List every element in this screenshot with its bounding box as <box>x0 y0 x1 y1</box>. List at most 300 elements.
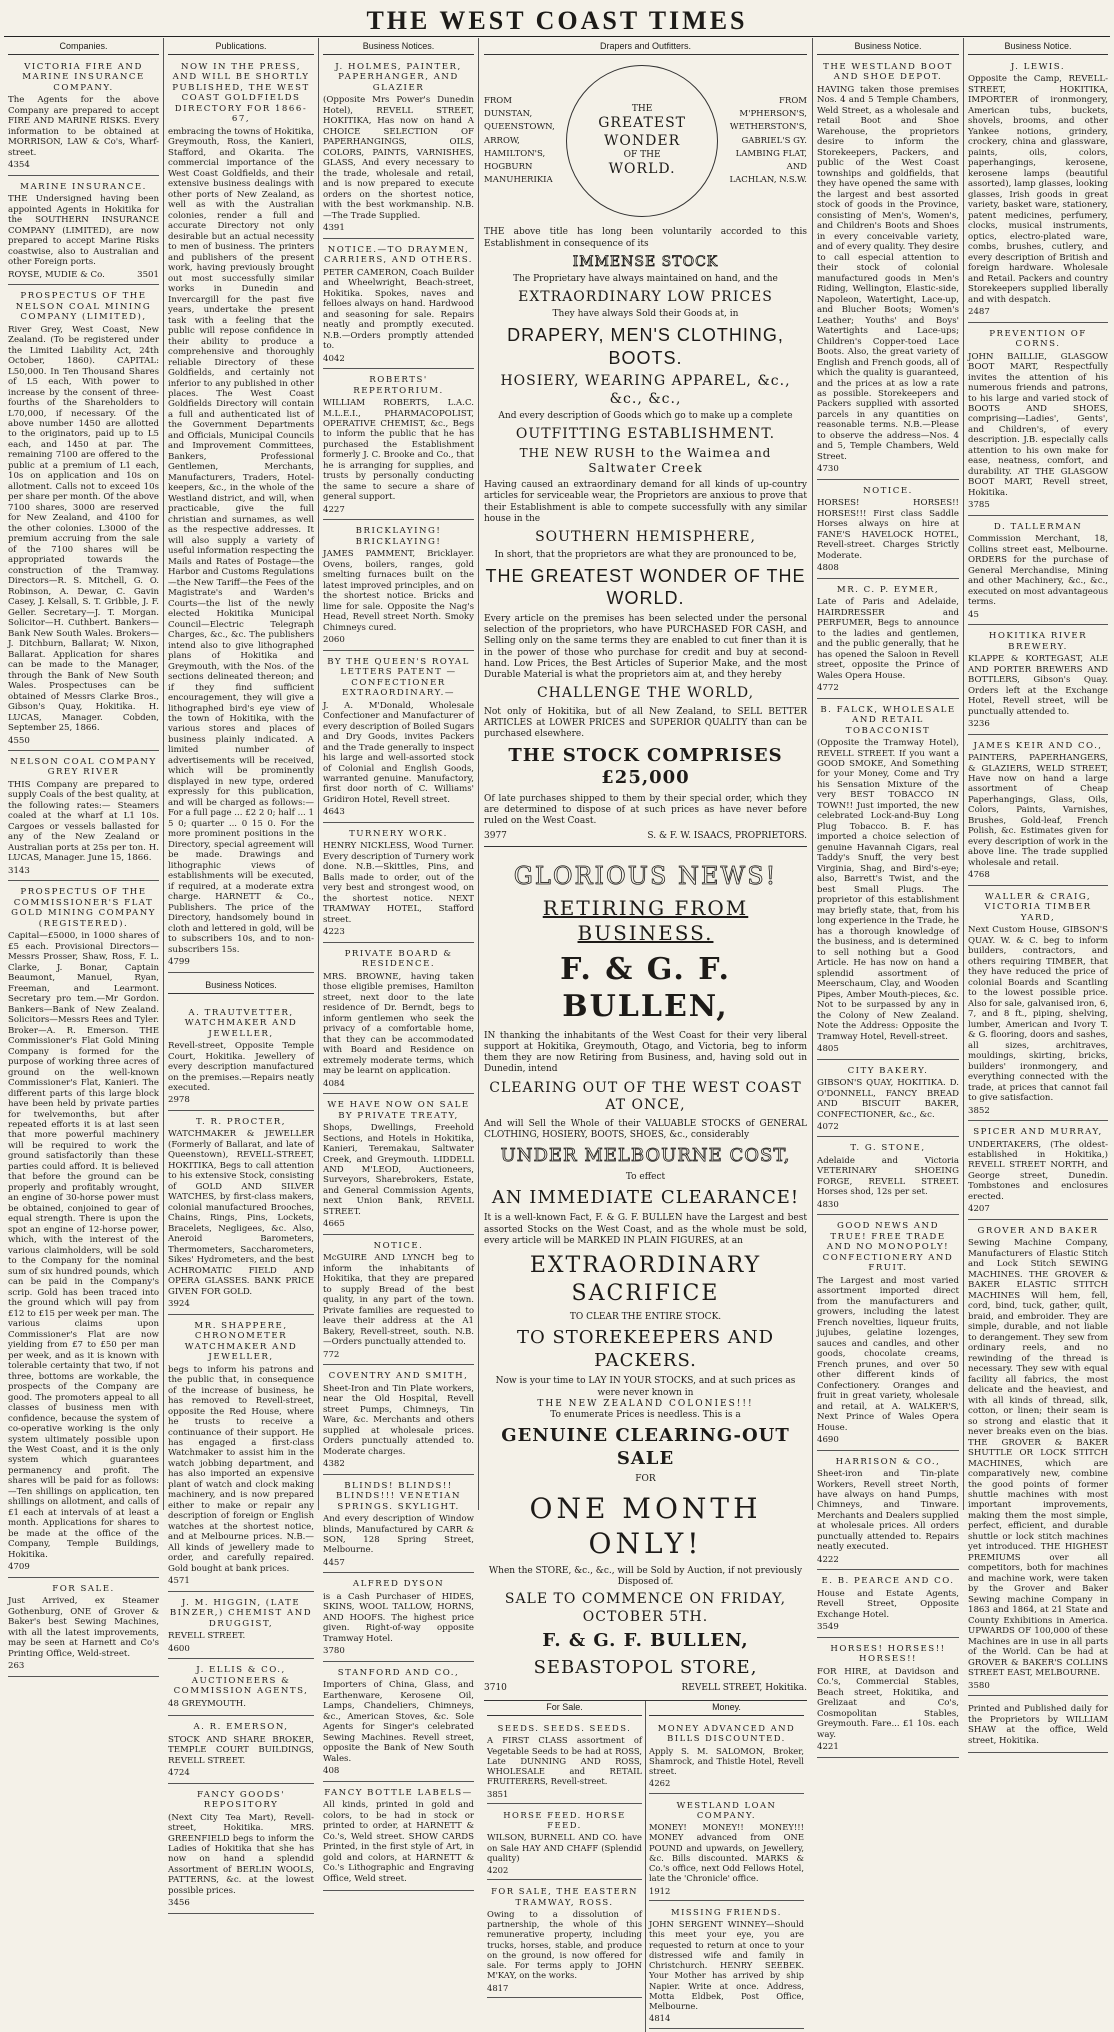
ad-footer <box>817 1200 959 1210</box>
ad-footer <box>968 1204 1108 1214</box>
advertisement <box>817 59 959 480</box>
ad-number: 3924 <box>168 1299 190 1310</box>
advertisement <box>8 884 159 1577</box>
advertisement <box>168 976 314 1002</box>
advertisement <box>8 754 159 881</box>
ad-number: 4690 <box>817 1435 839 1446</box>
ad-title: D. TALLERMAN <box>993 521 1083 532</box>
text-line: It is a well-known Fact, F. & G. F. BULLEN have the Largest and best assorted Stocks on the West Coast, and as the whole must be sold, every article will be MARKED IN PLAIN FIGURES, at an <box>484 1213 807 1246</box>
advertisement <box>323 59 474 239</box>
place-name: LACHLAN, N.S.W. <box>729 175 807 186</box>
ads-container <box>817 59 959 1758</box>
ad-footer <box>817 1435 959 1445</box>
ad-number: 408 <box>323 1766 340 1777</box>
column-business-notice-b <box>964 40 1112 1746</box>
place-name: AND <box>786 162 807 172</box>
ad-number: 4227 <box>323 504 345 515</box>
ads-container <box>8 59 159 1677</box>
ad-footer <box>168 1898 314 1908</box>
ad-number: 3851 <box>487 1788 509 1799</box>
ad-number: 4665 <box>323 1219 345 1230</box>
ad-number: 3456 <box>168 1898 190 1909</box>
headline: EXTRAORDINARY LOW PRICES <box>518 288 773 305</box>
advertisement <box>649 1797 804 1901</box>
ad-footer <box>323 223 474 233</box>
ad-footer <box>168 1095 314 1105</box>
ad-footer <box>8 866 159 876</box>
place-name: LAMBING FLAT, <box>735 148 807 159</box>
advertisement <box>817 1140 959 1215</box>
advertisement <box>968 519 1108 625</box>
advertisement <box>323 372 474 520</box>
column-heading: Money. <box>649 1701 804 1716</box>
ad-title: BRICKLAYING! BRICKLAYING! <box>355 526 442 547</box>
place-name: DUNSTAN, <box>484 109 533 120</box>
ad-body: Sewing Machine Company, Manufacturers of Elastic Stitch and Lock Stitch SEWING MACHINES. THE GROVER & BAKER ELASTIC STITCH MACHINES Will hem, fell, cord, bind, tuck, gather, quilt, braid, and embroider. They are simple, durable, and not liable to derangement. They sew from ordinary reels, and no rewinding of the thread is necessary. They sew with equal facility all fabrics, the most delicate and the heaviest, and with all kinds of thread, silk, cotton, or linen; their seam is so strong and elastic that it never breaks even on the bias. THE GROVER & BAKER SHUTTLE OR LOCK STITCH MACHINES, which are comparatively new, combine the good points of former shuttle machines with most important improvements, making them the most simple, perfect, efficient, and durable shuttle or lock stitch machines yet introduced. THE HIGHEST PREMIUMS over all competitors, both for machines and machine work, were taken by the Grover and Baker Sewing machine Company in 1863 and 1864, at 21 State and County Exhibitions in America. UPWARDS OF 100,000 of these Machines are in use in all parts of the World. Can be had at GROVER & BAKER'S COLLINS STREET EAST, MELBOURNE. <box>968 1238 1108 1679</box>
ad-footer <box>817 683 959 693</box>
ad-body: JAMES PAMMENT, Bricklayer. Ovens, boilers, ranges, gold smelting furnaces built on the latest improved principles, and on the shortest notice. Bricks and lime for sale. Opposite the Nag's Head, Revell street North. Smoky Chimneys cured. <box>323 549 474 633</box>
advertisement <box>817 702 959 1060</box>
ad-body: Sheet-iron and Tin-plate Workers, Revell street North, have always on hand Pumps, Chimneys, and Tinware. Merchants and Dealers supplied at wholesale prices. All orders punctually attended to. Repairs neatly executed. <box>817 1469 959 1553</box>
ad-number: 4457 <box>323 1557 345 1568</box>
advertisement <box>323 826 474 943</box>
ad-title: COVENTRY AND SMITH, <box>328 1371 469 1382</box>
place-name: FROM <box>484 96 512 107</box>
wonder-banner <box>484 59 807 223</box>
ad-number: 4042 <box>323 353 345 364</box>
advertisement <box>168 1318 314 1592</box>
ad-title: WALLER & CRAIG, VICTORIA TIMBER YARD, <box>984 891 1092 923</box>
ad-title: PROSPECTUS OF THE COMMISSIONER'S FLAT GOLD MINING COMPANY (REGISTERED). <box>11 887 156 929</box>
ad-number: 4805 <box>817 1044 839 1055</box>
ad-title: WE HAVE NOW ON SALE BY PRIVATE TREATY, <box>327 1100 470 1121</box>
ad-title: MR. SHAPPERE, CHRONOMETER WATCHMAKER AND JEWELLER, <box>184 1320 298 1363</box>
text-line: Not only of Hokitika, but of all New Zealand, to SELL BETTER ARTICLES at LOWER PRICES and SUPERIOR QUALITY than can be purchased elsewhere. <box>484 706 807 740</box>
ad-footer <box>323 1646 474 1656</box>
ad-body: Printed and Published daily for the Proprietors by WILLIAM SHAW at the office, Weld street, Hokitika. <box>968 1704 1108 1746</box>
advertisement <box>968 889 1108 1121</box>
ad-body: HENRY NICKLESS, Wood Turner. Every description of Turnery work done. N.B.—Skittles, Pins, and Balls made to order, out of the very best and strongest wood, on the shortest notice. NEXT TRAMWAY HOTEL, Stafford street. <box>323 841 474 925</box>
ad-body: Sheet-Iron and Tin Plate workers, near the Old Hospital, Revell street Pumps, Chimneys, Tin Ware, &c. Merchants and others supplied at wholesale prices. Orders punctually attended to. Moderate charges. <box>323 1383 474 1457</box>
ad-title: FOR SALE. <box>52 1583 115 1594</box>
column-heading: Drapers and Outfitters. <box>484 40 807 55</box>
ad-title: MONEY ADVANCED AND BILLS DISCOUNTED. <box>657 1723 796 1744</box>
ad-body: MRS. BROWNE, having taken those eligible premises, Hamilton street, next door to the late residence of Dr. Berndt, begs to inform gentlemen who seek the privacy of a comfortable home, that they can be accommodated with Board and Residence on extremely moderate terms, which may be learnt on application. <box>323 971 474 1077</box>
ad-number: 4550 <box>8 735 30 746</box>
ad-title: T. G. STONE, <box>850 1143 926 1154</box>
advertisement <box>323 242 474 369</box>
ad-number: 263 <box>8 1661 25 1672</box>
ad-title: Business Notices. <box>168 979 314 994</box>
headline: DRAPERY, MEN'S CLOTHING, BOOTS. <box>507 325 784 368</box>
place-name: HOGBURN <box>484 162 533 172</box>
ad-body: And every description of Window blinds, Manufactured by CARR & SON, 128 Spring Street, Melbourne. <box>323 1514 474 1556</box>
ad-number: 4084 <box>323 1078 345 1089</box>
headline: SEBASTOPOL STORE, <box>533 1656 758 1678</box>
text-line: IN thanking the inhabitants of the West Coast for their very liberal support at Hokitika, Greymouth, Otago, and Victoria, beg to inform them they are now Retiring from Business, and, having sold out in Dunedin, intend <box>484 1030 807 1075</box>
left-places <box>484 95 555 187</box>
headline: THE NEW RUSH to the Waimea and Saltwater Creek <box>519 446 772 475</box>
ad-body: Commission Merchant, 18, Collins street east, Melbourne. ORDERS for the purchase of General Merchandise, Mining and other Machinery, &c., &c., executed on most advantageous terms. <box>968 534 1108 608</box>
for-sale-column <box>484 1701 645 2031</box>
ad-body: PAINTERS, PAPERHANGERS, & GLAZIERS, WELD STREET, Have now on hand a large assortment of Cheap Paperhangings, Glass, Oils, Colors, Paints, Varnishes, Brushes, Gold-leaf, French Polish, &c. Estimates given for every description of work in the above line. The trade supplied wholesale and retail. <box>968 753 1108 868</box>
ad-body: House and Estate Agents, Revell Street, Opposite Exchange Hotel. <box>817 1588 959 1620</box>
ad-footer <box>323 354 474 364</box>
advertisement <box>968 59 1108 323</box>
text-line: To effect <box>625 1171 666 1182</box>
ad-title: SPICER AND MURRAY, <box>973 1127 1103 1138</box>
text-line: The Proprietary have always maintained on hand, and the <box>513 274 778 285</box>
ad-footer <box>649 1778 804 1788</box>
headline: AN IMMEDIATE CLEARANCE! <box>491 1186 800 1208</box>
ad-footer <box>323 927 474 937</box>
advertisement <box>323 1576 474 1661</box>
ad-number: 4768 <box>968 870 990 881</box>
ad-number: 3977 <box>484 831 507 842</box>
ad-footer <box>323 635 474 645</box>
ad-body: The Agents for the above Company are prepared to accept FIRE AND MARINE RISKS. Every information to be obtained at MORRISON, LAW & Co's, Wharf-street. <box>8 95 159 158</box>
ad-body: THIS Company are prepared to supply Coals of the best quality, at the following rates:— Steamers coaled at the wharf at L1 10s. Cargoes or vessels ballasted for any of the New Zealand or Australian ports at 25s per ton. H. LUCAS, Manager. June 15, 1866. <box>8 779 159 864</box>
ad-footer <box>484 1683 807 1694</box>
ad-body: Shops, Dwellings, Freehold Sections, and Hotels in Hokitika, Kanieri, Teremakau, Saltwater Creek, and Greymouth. LIDDELL AND M'LEOD, Auctioneers, Surveyors, Sharebrokers, Estate, and General Commission Agents, next Union Bank, REVELL STREET. <box>323 1123 474 1217</box>
ad-number: 4571 <box>168 1576 190 1587</box>
ad-title: WESTLAND LOAN COMPANY. <box>676 1799 777 1820</box>
headline: CHALLENGE THE WORLD, <box>536 685 755 702</box>
ad-footer <box>168 1768 314 1778</box>
ad-signature: S. & F. W. ISAACS, PROPRIETORS. <box>647 831 807 842</box>
headline: HOSIERY, WEARING APPAREL, &c., &c., &c., <box>500 373 791 407</box>
advertisement <box>817 1063 959 1138</box>
ad-title: HORSES! HORSES!! HORSES!! <box>830 1643 946 1665</box>
ad-body: Importers of China, Glass, and Earthenware, Kerosene Oil, Lamps, Chandeliers, Chimneys, &c., American Stoves, &c. Sole Agents for Singer's celebrated Sewing Machines. Revell street, opposite the Bank of New South Wales. <box>323 1680 474 1764</box>
column-heading: Business Notices. <box>323 40 474 55</box>
ad-body: (Next City Tea Mart), Revell-street, Hokitika. MRS. GREENFIELD begs to inform the Ladies of Hokitika that she has now on hand a splendid Assortment of BERLIN WOOLS, PATTERNS, &c. at the lowest possible prices. <box>168 1812 314 1896</box>
text-line: They have always Sold their Goods at, in <box>552 309 739 319</box>
ad-footer <box>817 1122 959 1132</box>
ad-body: Just Arrived, ex Steamer Gothenburg, ONE of Grover & Baker's best Sewing Machines, with all the latest improvements, may be seen at Harnett and Co's Printing Office, Weld-street. <box>8 1596 159 1659</box>
ad-footer <box>323 1079 474 1089</box>
ad-body: All kinds, printed in gold and colors, to be had in stock or printed to order, at HARNETT & Co.'s, Weld street. SHOW CARDS Printed, in the first style of Art, in gold and colors, at HARNETT & Co.'s Lithographic and Engraving Office, Weld street. <box>323 1800 474 1884</box>
ad-number: 4221 <box>817 1742 839 1753</box>
ad-title: J. HOLMES, PAINTER, PAPERHANGER, AND GLAZIER <box>335 61 462 93</box>
advertisement <box>168 59 314 973</box>
ad-body: Opposite the Camp, REVELL-STREET, HOKITIKA, IMPORTER of ironmongery, American tubs, buckets, shovels, brooms, and other Yankee notions, grindery, crockery, china and glassware, paints, oils, colors, paperhangings, kerosene, kerosene lamps (beautiful assorted), lamp glasses, looking glasses, Irish goods in great variety, basket ware, stationery, patent medicines, perfumery, clocks, musical instruments, optics, electro-plated ware, combs, brushes, cutlery, and every description of British and foreign hardware. Wholesale and Retail. Packers and country Storekeepers supplied liberally and with despatch. <box>968 74 1108 305</box>
intro-text: THE above title has long been voluntarily accorded to this Establishment in consequence of its <box>484 227 807 249</box>
ad-number: 4830 <box>817 1199 839 1210</box>
ad-body: Late of Paris and Adelaide, HAIRDRESSER and PERFUMER, Begs to announce to the ladies and gentlemen, and the public generally, that he has opened the Saloon in Revell street, opposite the Prince of Wales Opera House. <box>817 597 959 681</box>
ad-number: 2060 <box>323 635 345 646</box>
text-line: Having caused an extraordinary demand for all kinds of up-country articles for serviceable wear, the Proprietors are anxious to prove that their Establishment is able to compete successfully with any similar house in the <box>484 480 807 524</box>
ad-number: 4354 <box>8 160 30 171</box>
ad-footer <box>323 1219 474 1229</box>
headline: GLORIOUS NEWS! <box>513 861 778 890</box>
advertisement <box>168 1662 314 1716</box>
address: REVELL STREET, Hokitika. <box>681 1683 807 1693</box>
column-heading: Business Notice. <box>968 40 1108 55</box>
headline: F. & G. F. BULLEN, <box>542 1630 749 1651</box>
ad-body: FOR HIRE, at Davidson and Co.'s, Commercial Stables, Beach street, Hokitika, and Grelizaat and Co's, Cosmopolitan Stables, Greymouth. Fare... £1 10s. each way. <box>817 1666 959 1740</box>
ad-number: 1912 <box>649 1885 671 1896</box>
ad-title: J. LEWIS. <box>1010 61 1066 72</box>
ad-number: 4382 <box>323 1459 345 1470</box>
ad-body: A FIRST CLASS assortment of Vegetable Seeds to be had at ROSS, Late DUNNING AND ROSS, WHOLESALE and RETAIL FRUITERERS, Revell-street. <box>487 1735 642 1787</box>
ad-title: JAMES KEIR AND CO., <box>973 740 1103 751</box>
headline: TO STOREKEEPERS AND PACKERS. <box>516 1327 775 1371</box>
headline: THE GREATEST WONDER OF THE WORLD. <box>485 565 806 609</box>
ad-footer <box>323 1766 474 1776</box>
ad-footer <box>817 1622 959 1632</box>
ad-body: begs to inform his patrons and the public that, in consequence of the increase of business, he has removed to Revell-street, opposite the Red House, where he trusts to receive a continuance of their support. He has engaged a first-class Watchmaker to assist him in the watch jobbing department, and has also imported an expensive plant of watch and clock making machinery, and is now prepared either to make or repair any description of foreign or English watches at the shortest notice, and at Melbourne prices. N.B.—All kinds of jewellery made to order, and carefully repaired. Gold bought at bank prices. <box>168 1364 314 1574</box>
advertisement <box>323 1097 474 1235</box>
ad-footer <box>8 160 159 170</box>
ad-body: Revell-street, Opposite Temple Court, Hokitika. Jewellery of every description manufactured on the premises.—Repairs neatly executed. <box>168 1041 314 1093</box>
ad-title: B. FALCK, WHOLESALE AND RETAIL TOBACCONIST <box>820 704 956 736</box>
ad-body: WILSON, BURNELL AND CO. have on Sale HAY AND CHAFF (Splendid quality) <box>487 1832 642 1863</box>
ad-signature: ROYSE, MUDIE & Co. <box>8 269 105 280</box>
advertisement <box>817 1641 959 1758</box>
ad-number: 45 <box>968 609 979 620</box>
ad-footer <box>323 1558 474 1568</box>
advertisement <box>817 1454 959 1571</box>
ad-number: 4799 <box>168 957 190 968</box>
advertisement <box>487 1807 642 1881</box>
ad-title: PRIVATE BOARD & RESIDENCE. <box>344 948 453 970</box>
oval-line: WORLD. <box>608 161 676 178</box>
ad-number: 3710 <box>484 1683 507 1693</box>
ad-body: J. A. M'Donald, Wholesale Confectioner and Manufacturer of every description of Boiled Sugars and Dry Goods, invites Packers and the Trade generally to inspect his large and well-assorted stock of Colonial and English Goods, warranted genuine. Manufactory, first door north of C. Williams' Gridiron Hotel, Revell street. <box>323 700 474 805</box>
advertisement <box>649 1720 804 1794</box>
advertisement <box>8 59 159 176</box>
headline: IMMENSE STOCK <box>572 253 719 270</box>
advertisement <box>323 1368 474 1474</box>
column-companies <box>4 40 163 1672</box>
ad-body: River Grey, West Coast, New Zealand. (To be registered under the Limited Liability Act, 24th October, 1860). CAPITAL: L50,000. In Ten Thousand Shares of L5 each, With power to increase by the consent of three-fourths of the Shareholders to L70,000, if necessary. Of the above number 1450 are allotted to the originators, paid up to L5 each, and 1450 at par. The remaining 7100 are offered to the public at a premium of L1 each, 10s on application and 10s on allotment. Calls not to exceed 10s per share per month. Of the above 7100 shares, 3000 are reserved for New Zealand, and 4100 for the other colonies. L3000 of the premium accruing from the sale of the 7100 shares will be appropriated towards the construction of the Tramway. Directors—R. S. Mitchell, G. O. Robinson, A. Dewar, C. Gavin Casey, J. Kelsall, S. T. Gribble, J. F. Geller. Secretary—J. T. Morgan. Solicitor—H. Cuthbert. Bankers—Bank New South Wales. Brokers—J. Ditchburn, Ballarat; W. Nixon, Ballarat. Application for shares can be made to the Manager, through the Bank of New South Wales. Prospectuses can be obtained of Messrs Clarke Bros., Gibson's Quay, Hokitika. H. LUCAS, Manager. Cobden, September 25, 1866. <box>8 324 159 734</box>
ad-footer <box>487 1983 642 1993</box>
ad-footer <box>168 1644 314 1654</box>
column-heading: Companies. <box>8 40 159 55</box>
ad-footer <box>484 831 807 846</box>
ad-number: 4817 <box>487 1982 509 1993</box>
advertisement <box>168 1114 314 1315</box>
advertisement <box>168 1719 314 1783</box>
ad-number: 4072 <box>817 1121 839 1132</box>
advertisement <box>323 1785 474 1891</box>
ad-footer <box>487 1789 642 1799</box>
sub-columns <box>484 1700 807 2031</box>
headline: OUTFITTING ESTABLISHMENT. <box>515 425 776 442</box>
advertisement <box>323 1238 474 1365</box>
ad-number: 2978 <box>168 1095 190 1106</box>
text-line: In short, that the proprietors are what they are pronounced to be, <box>494 549 797 560</box>
advertisement <box>323 523 474 650</box>
column-business-notice-a <box>813 40 963 1753</box>
column-publications <box>164 40 318 1909</box>
headline: SALE TO COMMENCE ON FRIDAY, OCTOBER 5TH. <box>504 1591 787 1625</box>
oval-line: OF THE <box>623 150 661 160</box>
headline: UNDER MELBOURNE COST, <box>500 1145 791 1166</box>
advertisement <box>8 179 159 285</box>
text-line: Of late purchases shipped to them by their special order, which they are determined to dispose of at such prices as have never before ruled on the West Coast. <box>484 793 807 826</box>
ad-number: 3580 <box>968 1680 990 1691</box>
ad-footer <box>968 870 1108 880</box>
ad-title: STANFORD AND CO., <box>337 1667 460 1678</box>
ad-title: A. R. EMERSON, <box>193 1722 289 1733</box>
advertisement <box>8 288 159 751</box>
ad-title: HARRISON & CO., <box>835 1456 941 1467</box>
ad-title: NOTICE. <box>373 1240 424 1251</box>
advertisement <box>168 1595 314 1659</box>
column-business-notices <box>319 40 478 1884</box>
ad-body: Apply S. M. SALOMON, Broker, Shamrock, and Thistle Hotel, Revell street. <box>649 1745 804 1777</box>
ad-footer <box>8 1562 159 1572</box>
text-line: Every article on the premises has been selected under the personal selection of the proprietors, who have PURCHASED FOR CASH, and Selling only on the same terms they are enabled to cut finer than it is in the power of those who purchase for credit and buy at second-hand. Low Prices, the Best Articles of Superior Make, and the most Durable Material is what the proprietors aim at, and they hereby <box>484 613 807 680</box>
text-line: Now is your time to LAY IN YOUR STOCKS, and at such prices as were never known in <box>495 1376 796 1398</box>
advertisement <box>323 1478 474 1574</box>
ad-title: GOOD NEWS AND TRUE! FREE TRADE AND NO MONOPOLY! CONFECTIONERY AND FRUIT. <box>822 1221 954 1274</box>
ads-container <box>168 59 314 1914</box>
text-line: FOR <box>635 1474 656 1485</box>
advertisement <box>487 1720 642 1804</box>
ad-footer <box>968 719 1108 729</box>
ad-title: PREVENTION OF CORNS. <box>989 328 1087 350</box>
ad-body: Next Custom House, GIBSON'S QUAY. W. & C. beg to inform builders, contractors, and others requiring TIMBER, that they have reduced the price of colonial Boards and Scantling to the lowest possible price. Also for sale, galvanised iron, 6, 7, and 8 ft., piping, shelving, lumber, American and Ivory T. & G. flooring, doors and sashes, all sizes, architraves, mouldings, skirting, bricks, builders' ironmongery, and everything connected with the trade, at prices that cannot fail to give satisfaction. <box>968 925 1108 1104</box>
ad-title: MISSING FRIENDS. <box>671 1906 782 1917</box>
ad-body: PETER CAMERON, Coach Builder and Wheelwright, Beach-street, Hokitika. Spokes, naves and felloes always on hand. Hardwood and seasoning for sale. Repairs neatly and promptly executed. N.B.—Orders promptly attended to. <box>323 267 474 352</box>
text-line: THE NEW ZEALAND COLONIES!!! <box>537 1398 754 1409</box>
headline: CLEARING OUT OF THE WEST COAST AT ONCE, <box>489 1079 802 1113</box>
ad-number: 4643 <box>323 807 345 818</box>
column-rule <box>478 38 479 1510</box>
ad-footer <box>968 610 1108 620</box>
ad-number: 4709 <box>8 1562 30 1573</box>
headline: RETIRING FROM BUSINESS. <box>542 895 749 945</box>
ad-footer <box>649 1886 804 1896</box>
ad-number: 4814 <box>649 2013 671 2024</box>
ad-title: MR. C. P. EYMER, <box>836 584 940 595</box>
ad-number: 4202 <box>487 1865 509 1876</box>
ad-number: 3852 <box>968 1105 990 1116</box>
place-name: ARROW, <box>484 135 520 146</box>
headline: F. & G. F. BULLEN, <box>560 951 731 1024</box>
text-line: When the STORE, &c., &c., will be Sold by Auction, if not previously Disposed of. <box>488 1565 803 1587</box>
ad-number: 3143 <box>8 865 30 876</box>
ad-title: VICTORIA FIRE AND MARINE INSURANCE COMPANY. <box>22 61 145 93</box>
ad-title: E. B. PEARCE AND CO. <box>821 1576 955 1587</box>
advertisement <box>968 1124 1108 1220</box>
ads-container <box>968 59 1108 1753</box>
advertisement <box>8 1581 159 1677</box>
ad-body: McGUIRE AND LYNCH beg to inform the inhabitants of Hokitika, that they are prepared to supply Bread of the best quality, in any part of the town. Private families are requested to leave their address at the A1 Bakery, Revell-street, south. N.B.—Orders punctually attended to. <box>323 1253 474 1348</box>
ad-number: 3236 <box>968 719 990 730</box>
money-column <box>645 1701 807 2031</box>
ad-number: 4222 <box>817 1554 839 1565</box>
ad-title: HORSE FEED. HORSE FEED. <box>503 1809 626 1831</box>
ad-number: 4262 <box>649 1778 671 1789</box>
ad-body: HAVING taken those premises Nos. 4 and 5 Temple Chambers, Weld Street, as a wholesale and retail Boot and Shoe Warehouse, the proprietors desire to inform the Storekeepers, Packers, and public of the West Coast townships and goldfields, that they have opened the same with the largest and best assorted stock of goods in the Province, consisting of Men's, Women's, and Children's Boots and Shoes in every conceivable variety, and of every quality. They desire to call especial attention to their stock of colonial manufactured goods in Men's Riding, Wellington, Elastic-side, Napoleon, Watertight, Lace-up, and Blucher Boots; Women's Leather; Youths' and Boys' Watertights and Lace-ups; Children's Copper-toed Lace Boots. Also, the great variety of English and French goods, all of which the quality is guaranteed, and the prices at as low a rate as possible. Storekeepers and Packers supplied with assorted parcels in any quantities on reasonable terms. N.B.—Please to observe the address—Nos. 4 and 5, Temple Chambers, Weld Street. <box>817 84 959 462</box>
ad-number: 3549 <box>817 1622 839 1633</box>
advertisement <box>968 738 1108 886</box>
ad-body: JOHN BAILLIE, GLASGOW BOOT MART, Respectfully invites the attention of his numerous friends and patrons, to his large and varied stock of BOOTS AND SHOES, comprising—Ladies', Gents', and Children's, of every description. J.B. especially calls attention to his own make for ease, neatness, comfort, and durability. AT THE GLASGOW BOOT MART, Revell street, Hokitika. <box>968 351 1108 498</box>
place-name: WETHERSTON'S, <box>729 122 807 133</box>
advertisement <box>323 946 474 1094</box>
ad-body: MONEY! MONEY!! MONEY!!! MONEY advanced from ONE POUND and upwards, on Jewellery, &c. Bills discounted. MARKS & Co.'s office, next Odd Fellows Hotel, late the 'Chronicle' office. <box>649 1822 804 1884</box>
headline: GENUINE CLEARING-OUT SALE <box>501 1425 790 1469</box>
ad-title: A. TRAUTVETTER, WATCHMAKER AND JEWELLER, <box>184 1007 298 1039</box>
ad-title: FANCY GOODS' REPOSITORY <box>196 1789 286 1811</box>
right-places <box>729 95 807 187</box>
ad-body: REVELL STREET. <box>168 1631 246 1642</box>
advertisement <box>968 1699 1108 1753</box>
ad-body: The Largest and most varied assortment imported direct from the manufacturers and growers, including the latest French novelties, liqueur fruits, jujubes, gelatine lozenges, sauces and candles, and other goods, chocolate creams, French prunes, and over 50 other different kinds of Confectionery. Oranges and fruit in great variety, wholesale and retail, at A. WALKER'S, Next Prince of Wales Opera House. <box>817 1275 959 1433</box>
text-line: And every description of Goods which go to make up a complete <box>498 411 793 422</box>
ad-number: 3780 <box>323 1646 345 1657</box>
ad-body: KLAPPE & KORTEGAST, ALE AND PORTER BREWERS AND BOTTLERS, Gibson's Quay. Orders left at the Exchange Hotel, Revell street, will be punctually attended to. <box>968 654 1108 717</box>
ad-title: FOR SALE, THE EASTERN TRAMWAY, ROSS. <box>491 1886 638 1907</box>
advertisement <box>968 1223 1108 1696</box>
masthead-rule <box>4 36 1110 37</box>
ad-title: CITY BAKERY. <box>847 1065 929 1076</box>
ad-number: 4730 <box>817 464 839 475</box>
ad-title: BY THE QUEEN'S ROYAL LETTERS PATENT —CONFECTIONER EXTRAORDINARY.— <box>327 656 470 699</box>
ad-title: BLINDS! BLINDS!! BLINDS!!! VENETIAN SPRINGS. SKYLIGHT. <box>336 1480 461 1512</box>
ad-number: 4600 <box>168 1643 190 1654</box>
advertisement <box>649 1904 804 2029</box>
ad-title: MARINE INSURANCE. <box>20 181 147 192</box>
ad-body: (Opposite the Tramway Hotel), REVELL STREET. If you want a GOOD SMOKE, And Something for your Money, Come and Try his Sensation Mixture of the very BEST TOBACCO IN TOWN!! Just imported, the new celebrated Lock-and-Buy Long Plug Tobacco. B. F. has imported a choice selection of genuine Havannah Cigars, real Taddy's Snuff, the very best Virginia, Shag, and Bird's-eye; also, Barrett's Twist, and the best Small Plugs. The proprietor of this establishment may briefly state, that, from his long experience in the Trade, he has a thorough knowledge of the business, and is determined to sell nothing but a Good Article. He has now on hand a splendid assortment of Meerschaum, Clay, and Wooden Pipes, Amber Mouth-pieces, &c. Not to be surpassed by any in the Colony of New Zealand. Note the Address: Opposite the Tramway Hotel, Revell-street. <box>817 738 959 1042</box>
place-name: HAMILTON'S, <box>484 148 546 159</box>
drapers-panel <box>480 40 811 2024</box>
ad-title: SEEDS. SEEDS. SEEDS. <box>497 1723 632 1734</box>
ad-number: 4724 <box>168 1768 190 1779</box>
ad-footer <box>968 500 1108 510</box>
ad-number: 2487 <box>968 307 990 318</box>
column-heading: Publications. <box>168 40 314 55</box>
ad-title: J. M. HIGGIN, (LATE BINZER,) CHEMIST AND DRUGGIST, <box>169 1597 313 1629</box>
masthead: THE WEST COAST TIMES <box>366 6 748 35</box>
ad-footer <box>168 1576 314 1586</box>
ad-body: WATCHMAKER & JEWELLER (Formerly of Ballarat, and late of Queenstown), REVELL-STREET, HOKITIKA, Begs to call attention to his extensive Stock, consisting of GOLD AND SILVER WATCHES, by first-class makers, colonial manufactured Brooches, Chains, Rings, Pins, Lockets, Bracelets, Negligees, &c. Also, Aneroid Barometers, Thermometers, Saccharometers, Sikes' Hydrometers, and the best ACHROMATIC FIELD AND OPERA GLASSES. BANK PRICE GIVEN FOR GOLD. <box>168 1129 314 1297</box>
ad-footer <box>323 1350 474 1360</box>
ad-title: J. ELLIS & CO., AUCTIONEERS & COMMISSION AGENTS, <box>173 1665 309 1697</box>
advertisement <box>968 326 1108 516</box>
column-heading: Business Notice. <box>817 40 959 55</box>
ad-footer <box>817 464 959 474</box>
advertisement <box>323 1665 474 1782</box>
ad-footer <box>8 736 159 746</box>
ad-body: Owing to a dissolution of partnership, the whole of this remunerative property, including trucks, horses, stable, and produce on the ground, is now offered for sale. For terms apply to JOHN M'KAY, on the works. <box>487 1908 642 1981</box>
text-line: To enumerate Prices is needless. This is a <box>550 1410 741 1420</box>
advertisement <box>817 1573 959 1637</box>
ad-title: NOTICE.—TO DRAYMEN, CARRIERS, AND OTHERS. <box>323 244 474 266</box>
ad-footer <box>968 307 1108 317</box>
place-name: QUEENSTOWN, <box>484 122 555 133</box>
ad-footer <box>8 1661 159 1671</box>
greatest-wonder-oval <box>566 65 718 217</box>
advertisement <box>968 628 1108 734</box>
oval-line: GREATEST WONDER <box>598 115 686 149</box>
ad-number: 3785 <box>968 500 990 511</box>
ad-footer <box>323 505 474 515</box>
ad-number: 3501 <box>137 269 159 280</box>
ad-title: HOKITIKA RIVER BREWERY. <box>988 631 1088 652</box>
ad-footer <box>8 270 159 280</box>
ad-number: 4207 <box>968 1204 990 1215</box>
ad-footer <box>968 1681 1108 1691</box>
ad-number: 4391 <box>323 223 345 234</box>
ad-footer <box>323 807 474 817</box>
ad-body: Capital—£5000, in 1000 shares of £5 each. Provisional Directors—Messrs Prosser, Shaw, Ross, F. L. Clarke, J. Bonar, Captain Beaumont, Manuel, Ryan, Freeman, and Learmont. Secretary pro tem.—Mr Gordon. Bankers—Bank of New Zealand. Solicitors—Messrs Rees and Tyler. Broker—A. R. Emerson. THE Commissioner's Flat Gold Mining Company is formed for the purpose of working three acres of ground on the well-known Commissioner's Flat, Kanieri. The different parts of this large block have been held by private parties for twelvemonths, but after repeated efforts it is at last seen that more powerful machinery will be required to work the ground satisfactorily than these parties could afford. It is believed that before the ground can be properly and profitably wrought, an engine of 30-horse power must be obtained, conjoined to gear of equal strength. There is upon the spot an engine of 12-horse power, which, with the interest of the various claimholders, will be sold to the Company for the nominal sum of six hundred pounds, which can be paid in the Company's scrip. Gold has been traced into the ground which will pay from £12 to £15 per week per man. The various claims upon Commissioner's Flat are now yielding from £7 to £50 per man per week, and as it is known with tolerable certainty that two, if not three, bottoms are workable, the prospects of the Company are good. The promoters appeal to all classes of business men with confidence, because the system of co-operative working is the only system ultimately possible upon the West Coast, and it is the only system which guarantees permanency and profit. The shares will be paid for as follows:—Ten shillings on application, ten shillings on allotment, and calls of £1 each at intervals of at least a month. Applications for shares to be made at the office of the Company, Temple Buildings, Hokitika. <box>8 931 159 1560</box>
headline: THE STOCK COMPRISES £25,000 <box>508 744 783 788</box>
